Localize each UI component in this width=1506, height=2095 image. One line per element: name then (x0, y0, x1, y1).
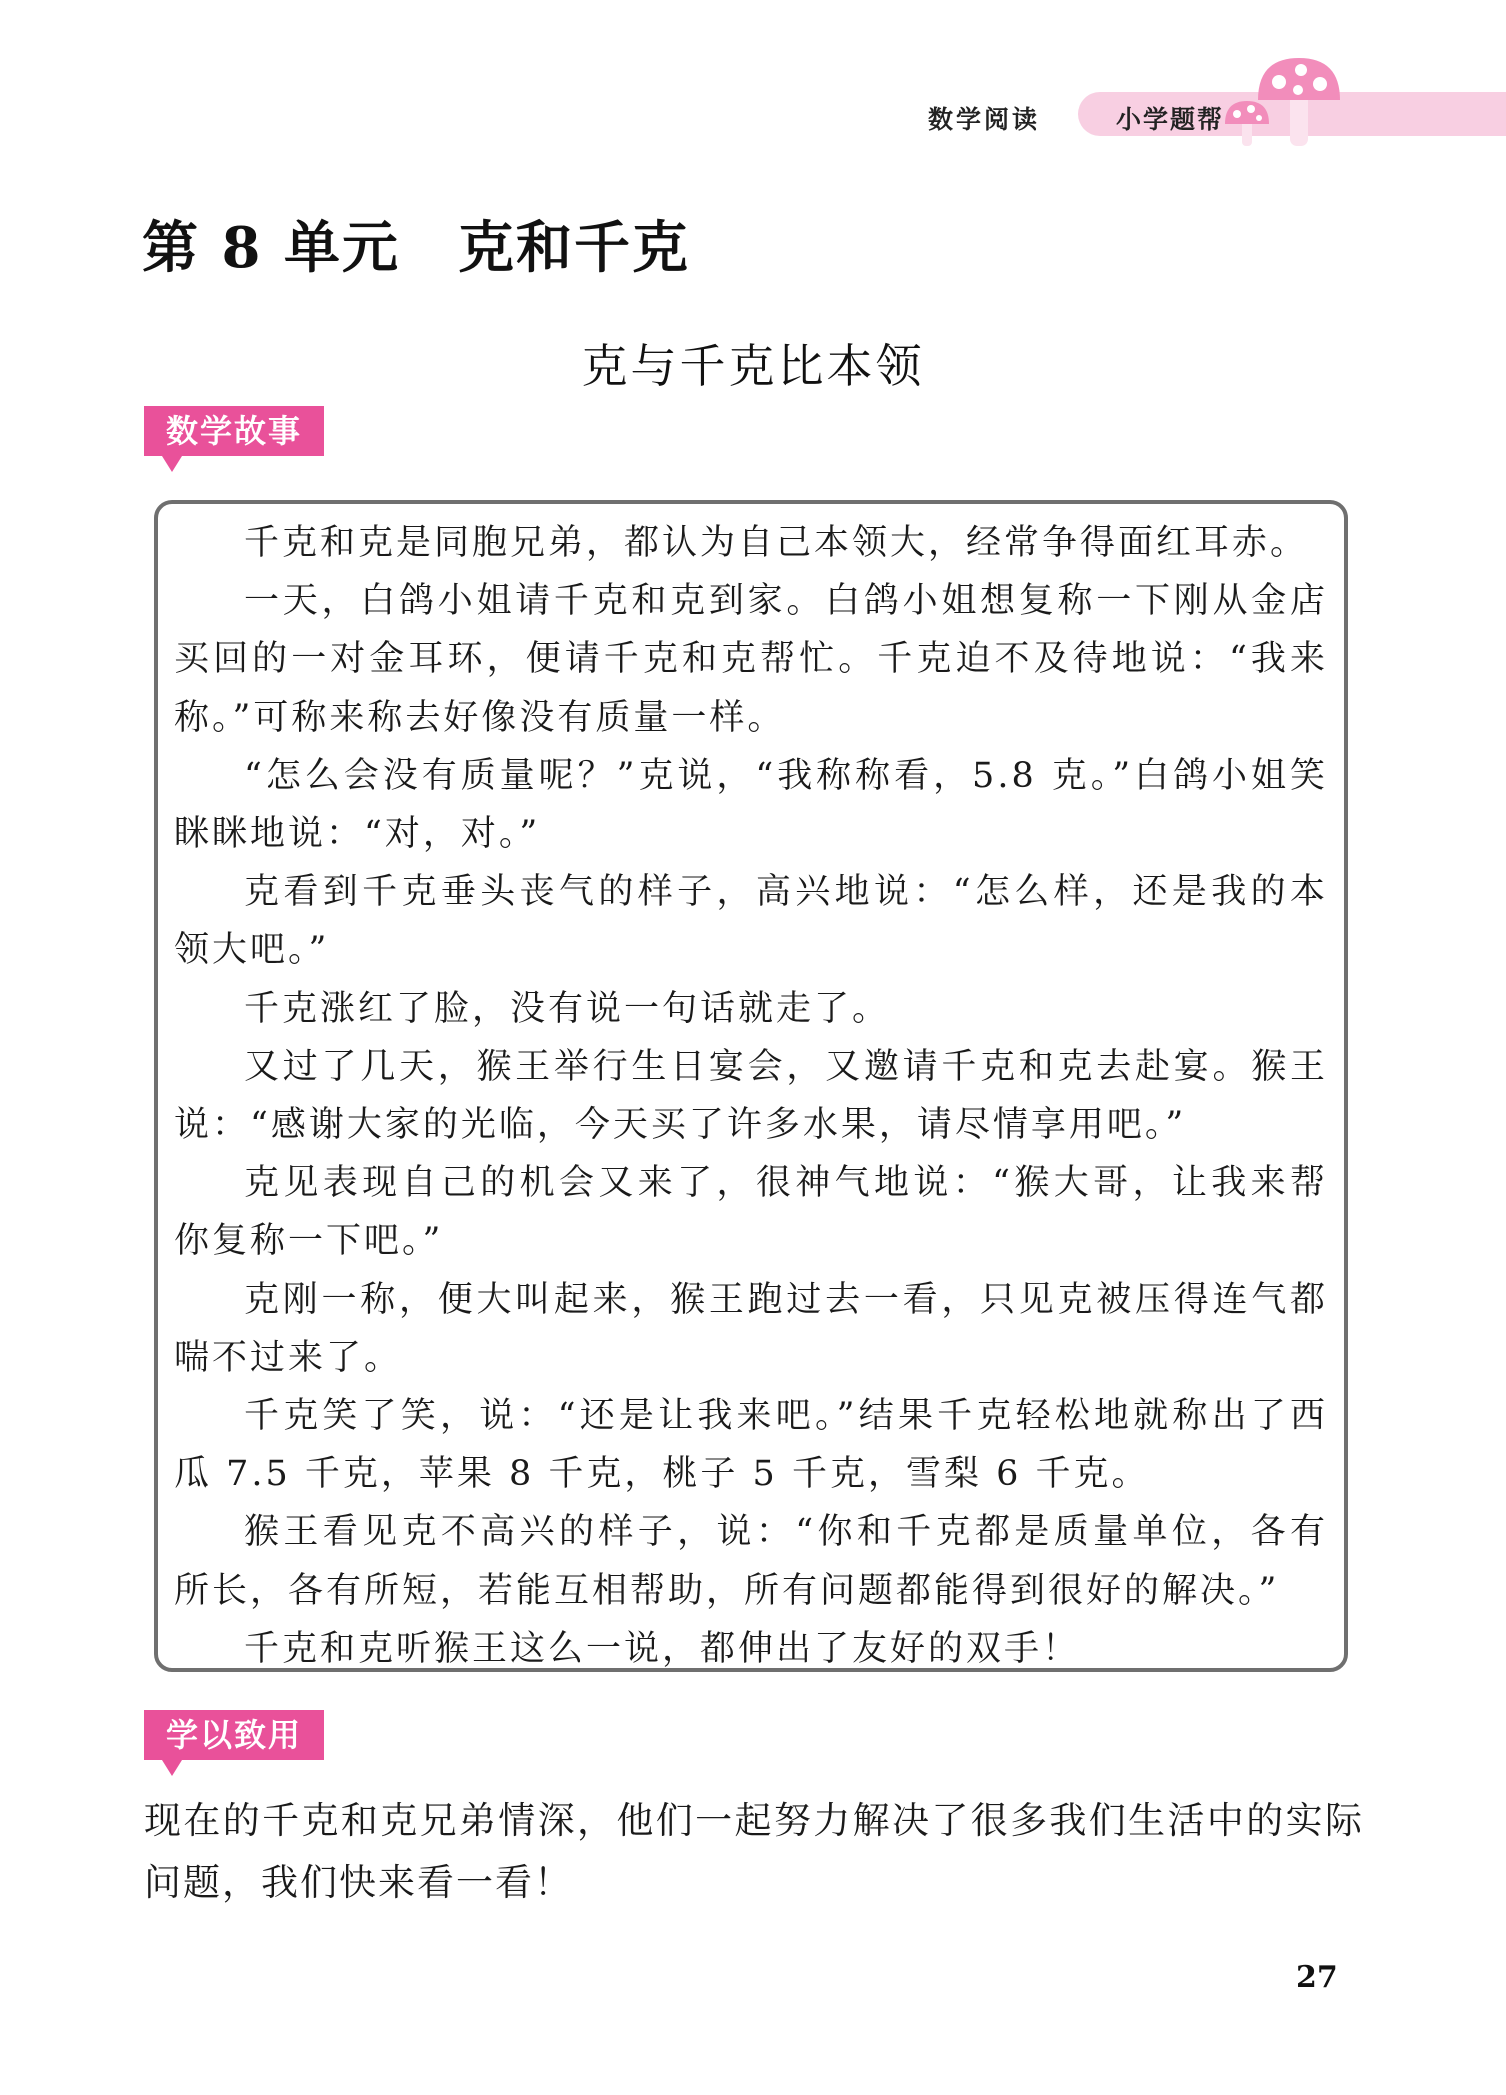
header-brand-label: 小学题帮 (1116, 105, 1225, 134)
story-paragraph: 千克笑了笑，说：“还是让我来吧。”结果千克轻松地就称出了西瓜 7.5 千克，苹果 8 千克，桃子 5 千克，雪梨 6 千克。 (174, 1396, 1328, 1495)
story-paragraph: 又过了几天，猴王举行生日宴会，又邀请千克和克去赴宴。猴王说：“感谢大家的光临，今天买了许多水果，请尽情享用吧。” (174, 1046, 1328, 1146)
story-paragraph: 克见表现自己的机会又来了，很神气地说：“猴大哥，让我来帮你复称一下吧。” (174, 1163, 1328, 1262)
page-number: 27 (1296, 1960, 1338, 1995)
apply-text: 现在的千克和克兄弟情深，他们一起努力解决了很多我们生活中的实际问题，我们快来看一看！ (144, 1799, 1364, 1904)
story-paragraph: 克看到千克垂头丧气的样子，高兴地说：“怎么样，还是我的本领大吧。” (174, 872, 1328, 971)
header-section-label: 数学阅读 (928, 105, 1041, 134)
story-paragraph: 千克和克听猴王这么一说，都伸出了友好的双手！ (244, 1628, 1081, 1669)
story-paragraph: 猴王看见克不高兴的样子，说：“你和千克都是质量单位，各有所长，各有所短，若能互相帮助，所有问题都能得到很好的解决。” (174, 1512, 1328, 1611)
story-paragraph: 千克和克是同胞兄弟，都认为自己本领大，经常争得面红耳赤。 (244, 523, 1309, 563)
story-paragraph: 克刚一称，便大叫起来，猴王跑过去一看，只见克被压得连气都喘不过来了。 (174, 1279, 1328, 1378)
unit-title (142, 204, 690, 284)
story-paragraph: 千克涨红了脸，没有说一句话就走了。 (244, 988, 891, 1029)
apply-tag: 学以致用 (144, 1710, 324, 1760)
story-paragraph: “怎么会没有质量呢？”克说，“我称称看，5.8 克。”白鸽小姐笑眯眯地说：“对，对。” (174, 755, 1328, 855)
unit-label: 第 8 单元 (142, 215, 400, 281)
big-mushroom-icon (1254, 54, 1344, 150)
article-title: 克与千克比本领 (581, 339, 925, 393)
unit-name: 克和千克 (457, 215, 690, 281)
story-paragraph: 一天，白鸽小姐请千克和克到家。白鸽小姐想复称一下刚从金店买回的一对金耳环，便请千克和克帮忙。千克迫不及待地说：“我来称。”可称来称去好像没有质量一样。 (174, 581, 1328, 738)
math-story-tag: 数学故事 (144, 406, 324, 456)
story-box (154, 500, 1348, 1672)
